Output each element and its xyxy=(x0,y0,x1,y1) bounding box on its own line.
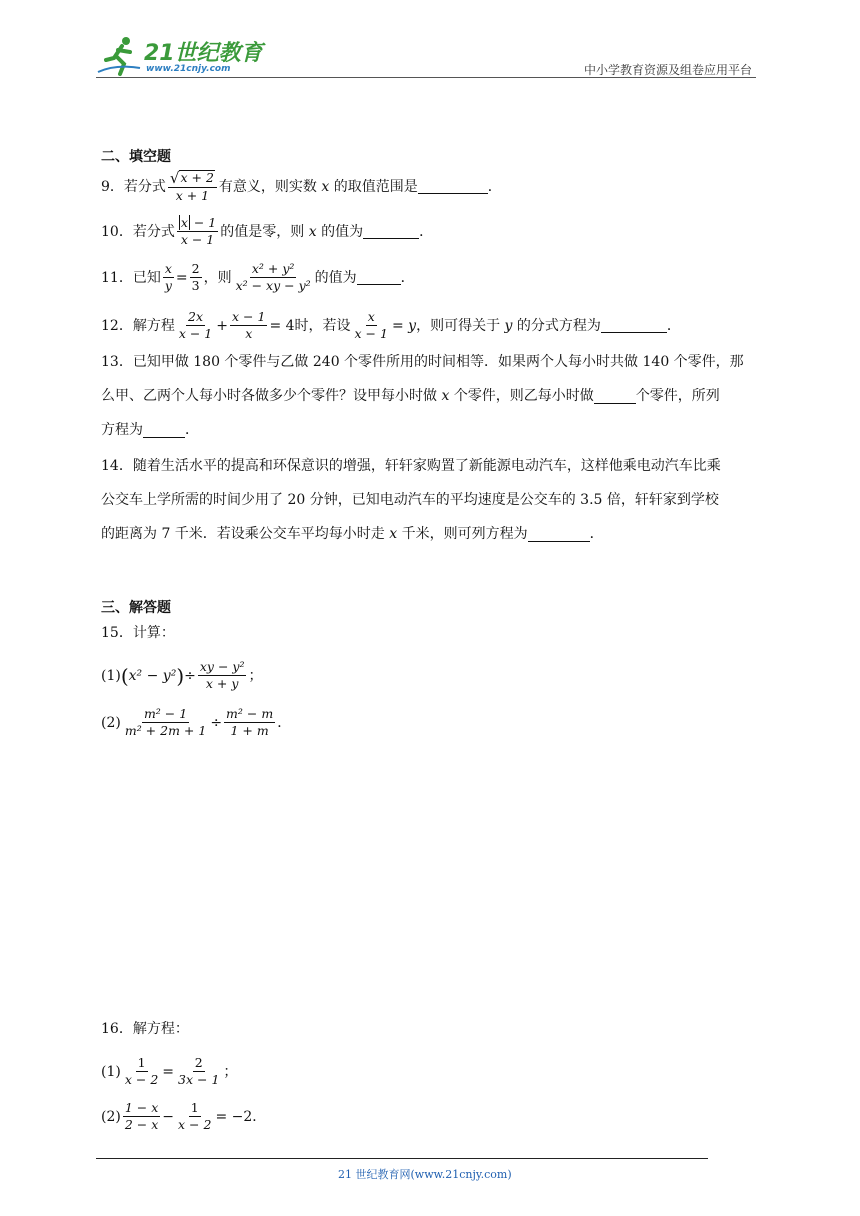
q13-answer-blank-2[interactable] xyxy=(143,423,185,438)
question-14-line-3: 的距离为 7 千米．若设乘公交车平均每小时走 x 千米，则可列方程为 ． xyxy=(101,526,604,542)
question-13-line-3: 方程为 ． xyxy=(101,422,199,438)
question-10: 10． 若分式 $\frac{x - 1}{x - 1}$ 的值是零，则 x 的值为 ． xyxy=(101,215,434,247)
question-16-title: 16．解方程： xyxy=(101,1021,189,1037)
q12-answer-blank[interactable] xyxy=(601,318,667,333)
q13-answer-blank-1[interactable] xyxy=(594,389,636,404)
question-15-title: 15．计算： xyxy=(101,625,175,641)
runner-logo-icon xyxy=(96,34,146,78)
question-15-part-2: (2) $\frac{\text{m² − 1}}{\text{m² + 2m + 1}}$ ÷ $\frac{\text{m² − m}}{1 + m}$ ． xyxy=(101,706,292,738)
question-12: 12． 解方程 $\frac{2x}{x - 1}$ + $\frac{x - 1}{x}$ = 4 时，若设 $\frac{x}{x - 1}$ = y ，则可得关于 y 的分式方程为 ． xyxy=(101,309,681,341)
section-fill-title: 二、填空题 xyxy=(101,149,171,165)
q9-fraction: √ x + 2 x + 1 xyxy=(168,170,217,203)
footer-link[interactable]: 21 世纪教育网(www.21cnjy.com) xyxy=(338,1168,512,1181)
question-15-part-1: (1) ( x² − y² ) ÷ $\frac{\text{xy − y²}}{x + y}$ ； xyxy=(101,659,263,691)
question-16-part-1: (1) $\frac{1}{x - 2}$ = $\frac{2}{3x - 1}$ ； xyxy=(101,1055,238,1087)
q9-answer-blank[interactable] xyxy=(418,179,488,194)
q14-answer-blank[interactable] xyxy=(528,527,590,542)
q11-answer-blank[interactable] xyxy=(357,270,401,285)
question-16-part-2: (2) $\frac{1 - x}{2 - x}$ − $\frac{1}{x - 2}$ = −2． xyxy=(101,1100,267,1132)
question-9: 9． 若分式 √ x + 2 x + 1 有意义，则实数 x 的取值范围是 ． xyxy=(101,169,502,203)
question-13-line-1: 13．已知甲做 180 个零件与乙做 240 个零件所用的时间相等．如果两个人每小时共做 140 个零件，那 xyxy=(101,354,744,370)
q11-fraction: $\frac{\text{x² + y²}}{\text{x² − xy − y²}}$ xyxy=(235,261,311,293)
section-answer-title: 三、解答题 xyxy=(101,600,171,616)
footer-divider xyxy=(96,1158,708,1159)
q10-fraction: $\frac{x - 1}{x - 1}$ xyxy=(177,216,218,247)
question-13-line-2: 么甲、乙两个人每小时各做多少个零件？设甲每小时做 x 个零件，则乙每小时做 个零件，所列 xyxy=(101,388,720,404)
question-14-line-1: 14．随着生活水平的提高和环保意识的增强，轩轩家购置了新能源电动汽车，这样他乘电动汽车比乘 xyxy=(101,458,721,474)
header-logo xyxy=(96,34,266,78)
question-14-line-2: 公交车上学所需的时间少用了 20 分钟，已知电动汽车的平均速度是公交车的 3.5 倍，轩轩家到学校 xyxy=(101,492,719,508)
logo-main-text: 21世纪教育 xyxy=(144,41,263,66)
question-11: 11． 已知 $\frac{x}{y}$ = $\frac{2}{3}$ ，则 $\frac{\text{x² + y²}}{\text{x² − xy − y²}}$ 的值为 ． xyxy=(101,261,415,293)
q10-answer-blank[interactable] xyxy=(363,224,419,239)
header-divider xyxy=(96,77,756,78)
logo-url-text: www.21cnjy.com xyxy=(146,64,231,74)
header-platform-text: 中小学教育资源及组卷应用平台 xyxy=(583,63,752,77)
